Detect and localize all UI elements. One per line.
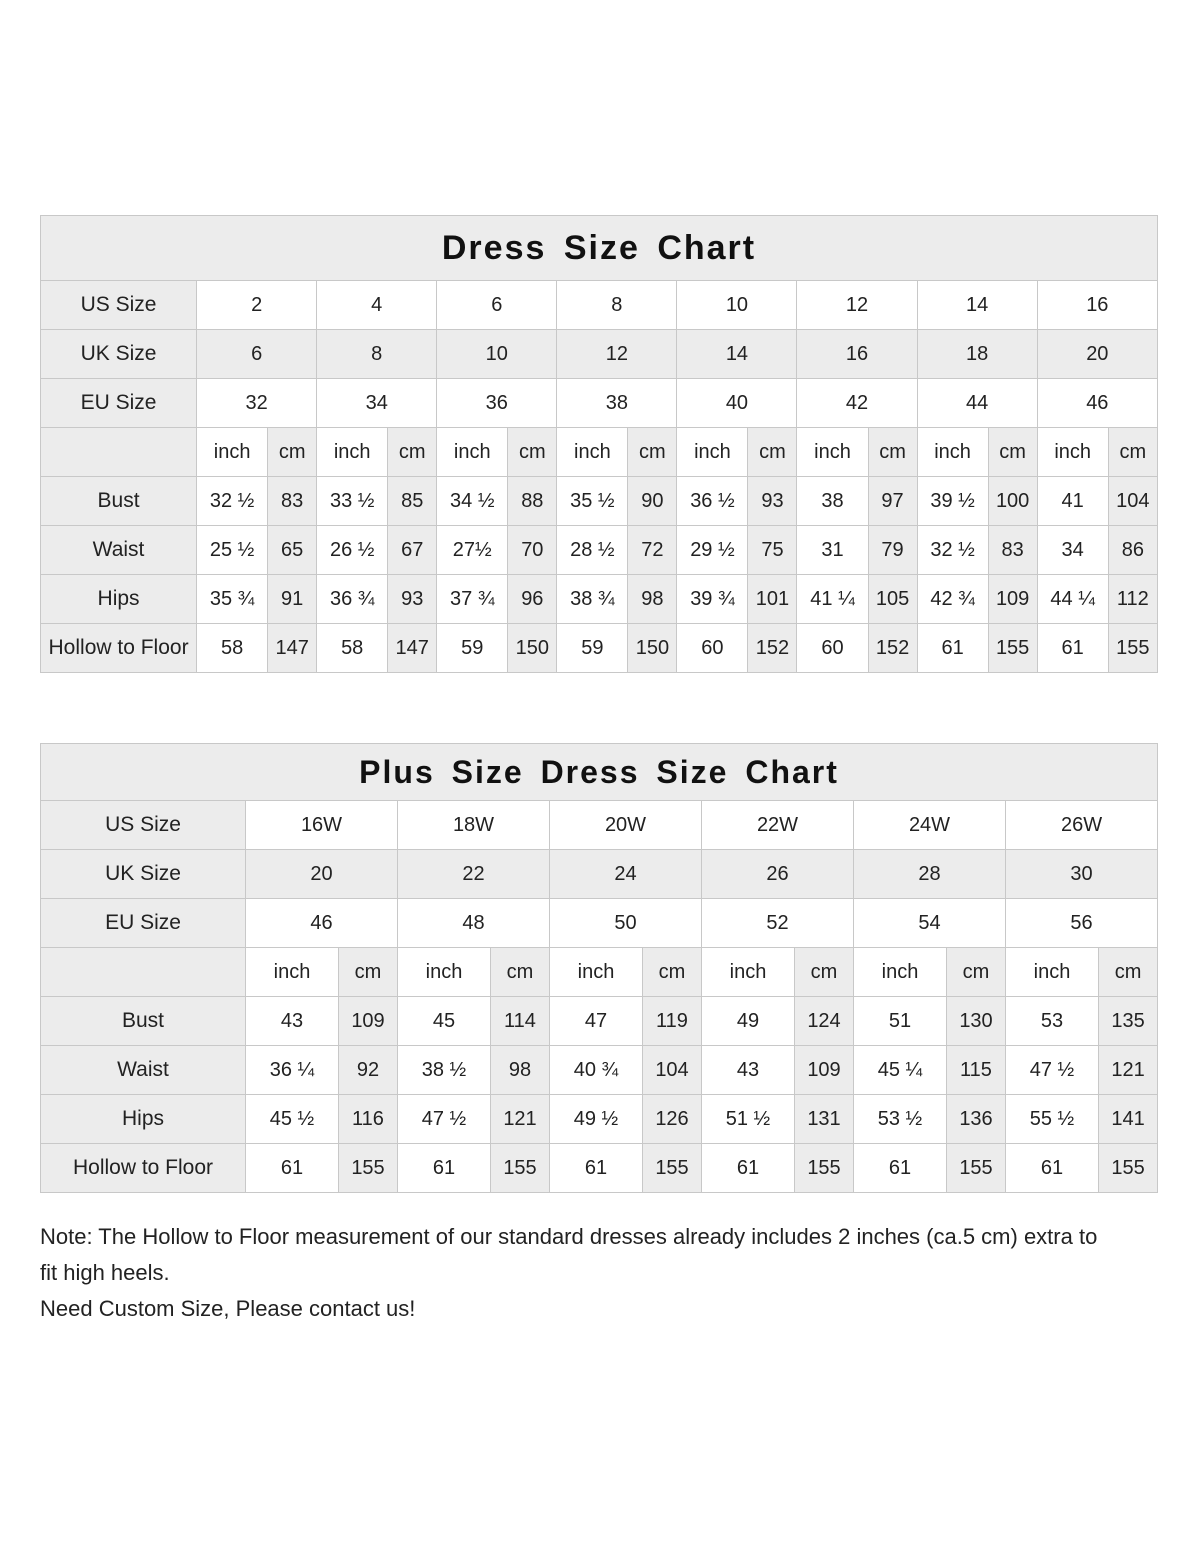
unit-cm-cell: cm	[628, 428, 677, 477]
unit-cm-cell: cm	[748, 428, 797, 477]
bust-cm-cell: 85	[388, 477, 437, 526]
eu-size-cell: 46	[1037, 379, 1157, 428]
hollow-cm-cell: 155	[795, 1144, 854, 1193]
row-label-hollow-to-floor: Hollow to Floor	[41, 624, 197, 673]
hollow-inch-cell: 58	[197, 624, 268, 673]
us-size-cell: 16W	[246, 801, 398, 850]
waist-inch-cell: 29 ½	[677, 526, 748, 575]
unit-inch-cell: inch	[246, 948, 339, 997]
hollow-inch-cell: 61	[1006, 1144, 1099, 1193]
bust-cm-cell: 88	[508, 477, 557, 526]
uk-size-cell: 6	[197, 330, 317, 379]
hips-inch-cell: 45 ½	[246, 1095, 339, 1144]
eu-size-cell: 44	[917, 379, 1037, 428]
waist-inch-cell: 36 ¼	[246, 1046, 339, 1095]
uk-size-cell: 8	[317, 330, 437, 379]
hips-cm-cell: 116	[339, 1095, 398, 1144]
row-label-waist: Waist	[41, 1046, 246, 1095]
waist-inch-cell: 27½	[437, 526, 508, 575]
bust-row	[41, 477, 1158, 526]
us-size-cell: 2	[197, 281, 317, 330]
waist-inch-cell: 32 ½	[917, 526, 988, 575]
waist-row	[41, 526, 1158, 575]
bust-inch-cell: 33 ½	[317, 477, 388, 526]
uk-size-cell: 18	[917, 330, 1037, 379]
unit-inch-cell: inch	[797, 428, 868, 477]
hips-inch-cell: 49 ½	[550, 1095, 643, 1144]
bust-cm-cell: 114	[491, 997, 550, 1046]
waist-cm-cell: 104	[643, 1046, 702, 1095]
row-label-uk-size: UK Size	[41, 850, 246, 899]
unit-cm-cell: cm	[339, 948, 398, 997]
bust-inch-cell: 41	[1037, 477, 1108, 526]
row-label-eu-size: EU Size	[41, 379, 197, 428]
bust-inch-cell: 51	[854, 997, 947, 1046]
bust-cm-cell: 135	[1099, 997, 1158, 1046]
uk-size-cell: 14	[677, 330, 797, 379]
us-size-cell: 6	[437, 281, 557, 330]
bust-cm-cell: 109	[339, 997, 398, 1046]
uk-size-cell: 22	[398, 850, 550, 899]
eu-size-cell: 34	[317, 379, 437, 428]
row-label-us-size: US Size	[41, 281, 197, 330]
waist-cm-cell: 98	[491, 1046, 550, 1095]
hollow-cm-cell: 150	[628, 624, 677, 673]
row-label-hips: Hips	[41, 575, 197, 624]
hollow-cm-cell: 147	[268, 624, 317, 673]
waist-cm-cell: 79	[868, 526, 917, 575]
waist-cm-cell: 72	[628, 526, 677, 575]
waist-cm-cell: 115	[947, 1046, 1006, 1095]
waist-inch-cell: 45 ¼	[854, 1046, 947, 1095]
row-label-hips: Hips	[41, 1095, 246, 1144]
eu-size-cell: 50	[550, 899, 702, 948]
waist-inch-cell: 25 ½	[197, 526, 268, 575]
uk-size-cell: 28	[854, 850, 1006, 899]
hollow-inch-cell: 61	[246, 1144, 339, 1193]
unit-inch-cell: inch	[317, 428, 388, 477]
unit-cm-cell: cm	[988, 428, 1037, 477]
hips-cm-cell: 109	[988, 575, 1037, 624]
eu-size-cell: 56	[1006, 899, 1158, 948]
hips-inch-cell: 37 ¾	[437, 575, 508, 624]
unit-cm-cell: cm	[1108, 428, 1157, 477]
hips-cm-cell: 121	[491, 1095, 550, 1144]
bust-cm-cell: 83	[268, 477, 317, 526]
eu-size-cell: 52	[702, 899, 854, 948]
waist-cm-cell: 86	[1108, 526, 1157, 575]
hollow-inch-cell: 60	[677, 624, 748, 673]
note-line-1: Note: The Hollow to Floor measurement of our standard dresses already includes 2 inches (ca.5 cm) extra to	[40, 1224, 1098, 1249]
hollow-cm-cell: 155	[1108, 624, 1157, 673]
unit-cm-cell: cm	[491, 948, 550, 997]
unit-inch-cell: inch	[398, 948, 491, 997]
hollow-cm-cell: 150	[508, 624, 557, 673]
us-size-row	[41, 281, 1158, 330]
eu-size-row	[41, 899, 1158, 948]
unit-cm-cell: cm	[795, 948, 854, 997]
plus-size-chart-table	[40, 743, 1158, 1193]
units-row-label-cell	[41, 948, 246, 997]
hollow-inch-cell: 61	[1037, 624, 1108, 673]
chart-title: Plus Size Dress Size Chart	[41, 744, 1158, 801]
hips-inch-cell: 53 ½	[854, 1095, 947, 1144]
unit-inch-cell: inch	[437, 428, 508, 477]
hips-inch-cell: 35 ¾	[197, 575, 268, 624]
chart-title: Dress Size Chart	[41, 216, 1158, 281]
row-label-waist: Waist	[41, 526, 197, 575]
dress-size-chart-table	[40, 215, 1158, 673]
row-label-bust: Bust	[41, 997, 246, 1046]
hips-inch-cell: 41 ¼	[797, 575, 868, 624]
note-line-2: fit high heels.	[40, 1260, 170, 1285]
unit-cm-cell: cm	[268, 428, 317, 477]
hollow-inch-cell: 60	[797, 624, 868, 673]
hips-cm-cell: 141	[1099, 1095, 1158, 1144]
hollow-cm-cell: 152	[748, 624, 797, 673]
uk-size-cell: 24	[550, 850, 702, 899]
units-row	[41, 948, 1158, 997]
us-size-cell: 4	[317, 281, 437, 330]
uk-size-cell: 30	[1006, 850, 1158, 899]
waist-row	[41, 1046, 1158, 1095]
unit-cm-cell: cm	[868, 428, 917, 477]
hollow-cm-cell: 155	[1099, 1144, 1158, 1193]
waist-inch-cell: 38 ½	[398, 1046, 491, 1095]
hollow-cm-cell: 152	[868, 624, 917, 673]
bust-inch-cell: 36 ½	[677, 477, 748, 526]
unit-inch-cell: inch	[917, 428, 988, 477]
uk-size-row	[41, 330, 1158, 379]
title-row	[41, 744, 1158, 801]
eu-size-row	[41, 379, 1158, 428]
us-size-cell: 10	[677, 281, 797, 330]
waist-inch-cell: 40 ¾	[550, 1046, 643, 1095]
unit-inch-cell: inch	[550, 948, 643, 997]
us-size-cell: 24W	[854, 801, 1006, 850]
row-label-bust: Bust	[41, 477, 197, 526]
unit-inch-cell: inch	[1006, 948, 1099, 997]
eu-size-cell: 46	[246, 899, 398, 948]
note-line-3: Need Custom Size, Please contact us!	[40, 1296, 416, 1321]
uk-size-cell: 16	[797, 330, 917, 379]
hips-inch-cell: 47 ½	[398, 1095, 491, 1144]
waist-cm-cell: 83	[988, 526, 1037, 575]
hollow-inch-cell: 61	[550, 1144, 643, 1193]
hollow-cm-cell: 147	[388, 624, 437, 673]
unit-inch-cell: inch	[854, 948, 947, 997]
waist-cm-cell: 75	[748, 526, 797, 575]
uk-size-cell: 12	[557, 330, 677, 379]
unit-cm-cell: cm	[388, 428, 437, 477]
bust-inch-cell: 45	[398, 997, 491, 1046]
unit-cm-cell: cm	[947, 948, 1006, 997]
bust-cm-cell: 130	[947, 997, 1006, 1046]
hips-inch-cell: 39 ¾	[677, 575, 748, 624]
uk-size-row	[41, 850, 1158, 899]
hollow-inch-cell: 58	[317, 624, 388, 673]
eu-size-cell: 36	[437, 379, 557, 428]
hips-inch-cell: 42 ¾	[917, 575, 988, 624]
us-size-cell: 20W	[550, 801, 702, 850]
hips-cm-cell: 101	[748, 575, 797, 624]
units-row	[41, 428, 1158, 477]
us-size-cell: 12	[797, 281, 917, 330]
us-size-cell: 26W	[1006, 801, 1158, 850]
title-row	[41, 216, 1158, 281]
waist-inch-cell: 28 ½	[557, 526, 628, 575]
hips-cm-cell: 136	[947, 1095, 1006, 1144]
row-label-uk-size: UK Size	[41, 330, 197, 379]
us-size-cell: 14	[917, 281, 1037, 330]
bust-cm-cell: 104	[1108, 477, 1157, 526]
uk-size-cell: 20	[246, 850, 398, 899]
hips-row	[41, 1095, 1158, 1144]
waist-cm-cell: 92	[339, 1046, 398, 1095]
bust-cm-cell: 93	[748, 477, 797, 526]
eu-size-cell: 42	[797, 379, 917, 428]
unit-inch-cell: inch	[197, 428, 268, 477]
unit-cm-cell: cm	[1099, 948, 1158, 997]
unit-cm-cell: cm	[643, 948, 702, 997]
hollow-cm-cell: 155	[988, 624, 1037, 673]
row-label-us-size: US Size	[41, 801, 246, 850]
hips-cm-cell: 91	[268, 575, 317, 624]
us-size-row	[41, 801, 1158, 850]
waist-inch-cell: 47 ½	[1006, 1046, 1099, 1095]
hollow-cm-cell: 155	[339, 1144, 398, 1193]
uk-size-cell: 20	[1037, 330, 1157, 379]
eu-size-cell: 54	[854, 899, 1006, 948]
hollow-inch-cell: 61	[398, 1144, 491, 1193]
hips-cm-cell: 126	[643, 1095, 702, 1144]
hips-inch-cell: 51 ½	[702, 1095, 795, 1144]
bust-cm-cell: 100	[988, 477, 1037, 526]
bust-inch-cell: 32 ½	[197, 477, 268, 526]
hollow-to-floor-row	[41, 624, 1158, 673]
units-row-label-cell	[41, 428, 197, 477]
hips-row	[41, 575, 1158, 624]
hollow-inch-cell: 61	[702, 1144, 795, 1193]
hips-inch-cell: 55 ½	[1006, 1095, 1099, 1144]
eu-size-cell: 38	[557, 379, 677, 428]
bust-inch-cell: 43	[246, 997, 339, 1046]
unit-inch-cell: inch	[702, 948, 795, 997]
hips-inch-cell: 38 ¾	[557, 575, 628, 624]
row-label-eu-size: EU Size	[41, 899, 246, 948]
bust-cm-cell: 97	[868, 477, 917, 526]
hollow-to-floor-row	[41, 1144, 1158, 1193]
waist-cm-cell: 121	[1099, 1046, 1158, 1095]
bust-cm-cell: 119	[643, 997, 702, 1046]
waist-inch-cell: 43	[702, 1046, 795, 1095]
waist-cm-cell: 67	[388, 526, 437, 575]
uk-size-cell: 26	[702, 850, 854, 899]
row-label-hollow-to-floor: Hollow to Floor	[41, 1144, 246, 1193]
bust-inch-cell: 38	[797, 477, 868, 526]
hips-inch-cell: 36 ¾	[317, 575, 388, 624]
hips-cm-cell: 96	[508, 575, 557, 624]
waist-cm-cell: 109	[795, 1046, 854, 1095]
bust-inch-cell: 47	[550, 997, 643, 1046]
hips-cm-cell: 131	[795, 1095, 854, 1144]
unit-inch-cell: inch	[677, 428, 748, 477]
hollow-inch-cell: 59	[437, 624, 508, 673]
us-size-cell: 22W	[702, 801, 854, 850]
us-size-cell: 18W	[398, 801, 550, 850]
waist-cm-cell: 70	[508, 526, 557, 575]
bust-inch-cell: 34 ½	[437, 477, 508, 526]
bust-cm-cell: 124	[795, 997, 854, 1046]
waist-cm-cell: 65	[268, 526, 317, 575]
hips-inch-cell: 44 ¼	[1037, 575, 1108, 624]
bust-inch-cell: 39 ½	[917, 477, 988, 526]
eu-size-cell: 32	[197, 379, 317, 428]
bust-inch-cell: 35 ½	[557, 477, 628, 526]
hips-cm-cell: 105	[868, 575, 917, 624]
hollow-inch-cell: 61	[917, 624, 988, 673]
waist-inch-cell: 34	[1037, 526, 1108, 575]
eu-size-cell: 48	[398, 899, 550, 948]
note-text	[40, 1219, 1160, 1327]
hips-cm-cell: 98	[628, 575, 677, 624]
bust-cm-cell: 90	[628, 477, 677, 526]
waist-inch-cell: 26 ½	[317, 526, 388, 575]
hollow-inch-cell: 61	[854, 1144, 947, 1193]
hollow-cm-cell: 155	[947, 1144, 1006, 1193]
eu-size-cell: 40	[677, 379, 797, 428]
unit-inch-cell: inch	[1037, 428, 1108, 477]
uk-size-cell: 10	[437, 330, 557, 379]
bust-inch-cell: 53	[1006, 997, 1099, 1046]
waist-inch-cell: 31	[797, 526, 868, 575]
us-size-cell: 16	[1037, 281, 1157, 330]
unit-cm-cell: cm	[508, 428, 557, 477]
bust-row	[41, 997, 1158, 1046]
hollow-cm-cell: 155	[491, 1144, 550, 1193]
us-size-cell: 8	[557, 281, 677, 330]
hollow-inch-cell: 59	[557, 624, 628, 673]
hips-cm-cell: 112	[1108, 575, 1157, 624]
hollow-cm-cell: 155	[643, 1144, 702, 1193]
hips-cm-cell: 93	[388, 575, 437, 624]
unit-inch-cell: inch	[557, 428, 628, 477]
bust-inch-cell: 49	[702, 997, 795, 1046]
